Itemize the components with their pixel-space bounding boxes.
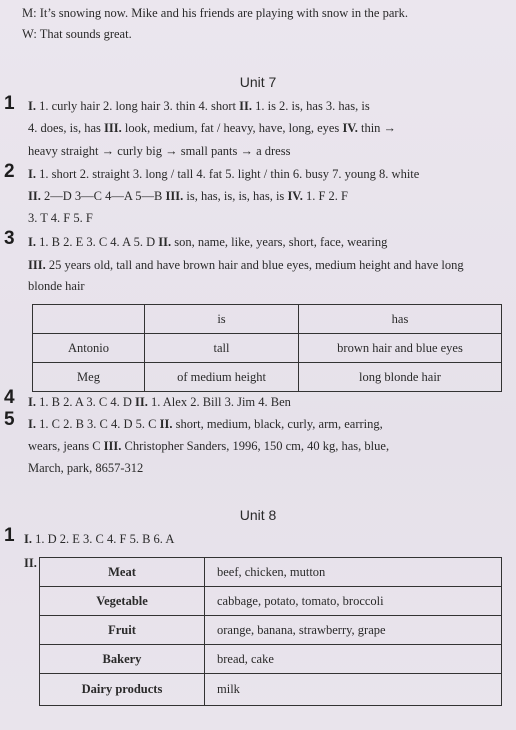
answer-text: 1. F 2. F [302,189,348,203]
roman-label: I. [24,532,32,546]
section-number-2: 2 [4,161,15,182]
table-row [40,674,502,706]
u8-s1-line-1 [24,531,174,547]
table-row [33,363,502,392]
roman-label: II. [159,417,173,431]
roman-label: I. [28,395,36,409]
table-header-cell: is [145,305,299,334]
roman-label: I. [28,235,36,249]
answer-text: wears, jeans C [28,439,104,453]
answer-text: thin → [357,121,397,135]
hair-height-table [32,304,502,392]
table-header-cell [33,305,145,334]
dialogue-line-2: W: That sounds great. [22,27,132,41]
table-row [33,334,502,363]
category-cell: Fruit [40,616,205,645]
roman-label: II. [239,99,252,113]
items-cell: orange, banana, strawberry, grape [205,616,502,645]
dialogue-line-1: M: It’s snowing now. Mike and his friends are playing with snow in the park. [22,6,408,20]
answer-text: 25 years old, tall and have brown hair and blue eyes, medium height and have long [45,258,464,272]
roman-label: II. [28,189,41,203]
u7-s2-line-2 [28,188,348,204]
u8-s1-line-2 [24,555,37,571]
answer-text: 1. C 2. B 3. C 4. D 5. C [36,417,160,431]
answer-text: short, medium, black, curly, arm, earring, [172,417,383,431]
answer-text: 1. Alex 2. Bill 3. Jim 4. Ben [147,395,291,409]
roman-label: III. [28,258,46,272]
section-number-3: 3 [4,228,15,249]
roman-label: III. [104,121,122,135]
roman-label: I. [28,99,36,113]
answer-text: son, name, like, years, short, face, wearing [171,235,388,249]
table-cell: of medium height [145,363,299,392]
answer-text: is, has, is, is, has, is [183,189,288,203]
u7-s2-line-3: 3. T 4. F 5. F [28,211,93,225]
u7-s5-line-1 [28,416,383,432]
table-row [40,558,502,587]
table-cell: long blonde hair [299,363,502,392]
table-cell: brown hair and blue eyes [299,334,502,363]
answer-text: 1. is 2. is, has 3. has, is [251,99,370,113]
roman-label: II. [24,556,37,570]
answer-text: 1. B 2. E 3. C 4. A 5. D [36,235,159,249]
table-row [40,616,502,645]
answer-text: 1. short 2. straight 3. long / tall 4. fat 5. light / thin 6. busy 7. young 8. white [36,167,420,181]
category-cell: Meat [40,558,205,587]
answer-text: 1. D 2. E 3. C 4. F 5. B 6. A [32,532,175,546]
unit-7-title: Unit 7 [239,74,277,90]
roman-label: II. [134,395,148,409]
u7-s1-line-3: heavy straight → curly big → small pants → a dress [28,144,291,158]
section-number-5: 5 [4,409,15,430]
u7-s3-line-3: blonde hair [28,279,85,293]
roman-label: I. [28,167,36,181]
section-number-1: 1 [4,93,15,114]
items-cell: cabbage, potato, tomato, broccoli [205,587,502,616]
table-row [40,645,502,674]
category-cell: Dairy products [40,674,205,706]
table-header-cell: has [299,305,502,334]
answer-text: 1. curly hair 2. long hair 3. thin 4. short [36,99,240,113]
roman-label: III. [103,439,122,453]
u7-s4-line-1 [28,394,291,410]
roman-label: II. [158,235,172,249]
u7-s5-line-3: March, park, 8657-312 [28,461,144,475]
section-number-4: 4 [4,387,15,408]
answer-text: Christopher Sanders, 1996, 150 cm, 40 kg, has, blue, [121,439,390,453]
roman-label: IV. [342,121,358,135]
table-cell: tall [145,334,299,363]
roman-label: III. [165,189,184,203]
u7-s5-line-2 [28,438,389,454]
answer-text: 1. B 2. A 3. C 4. D [36,395,135,409]
u7-s3-line-2 [28,257,464,273]
section-number-1: 1 [4,525,15,546]
answer-text: 4. does, is, has [28,121,105,135]
table-row [40,587,502,616]
roman-label: IV. [287,189,303,203]
answer-text: look, medium, fat / heavy, have, long, eyes [121,121,343,135]
roman-label: I. [28,417,36,431]
table-cell: Meg [33,363,145,392]
u7-s1-line-2 [28,120,396,136]
items-cell: bread, cake [205,645,502,674]
u7-s3-line-1 [28,234,387,250]
table-cell: Antonio [33,334,145,363]
food-category-table [39,557,502,706]
u7-s1-line-1 [28,98,370,114]
unit-8-title: Unit 8 [239,507,277,523]
table-header-row [33,305,502,334]
items-cell: milk [205,674,502,706]
category-cell: Vegetable [40,587,205,616]
category-cell: Bakery [40,645,205,674]
answer-text: 2—D 3—C 4—A 5—B [40,189,166,203]
items-cell: beef, chicken, mutton [205,558,502,587]
u7-s2-line-1 [28,166,419,182]
